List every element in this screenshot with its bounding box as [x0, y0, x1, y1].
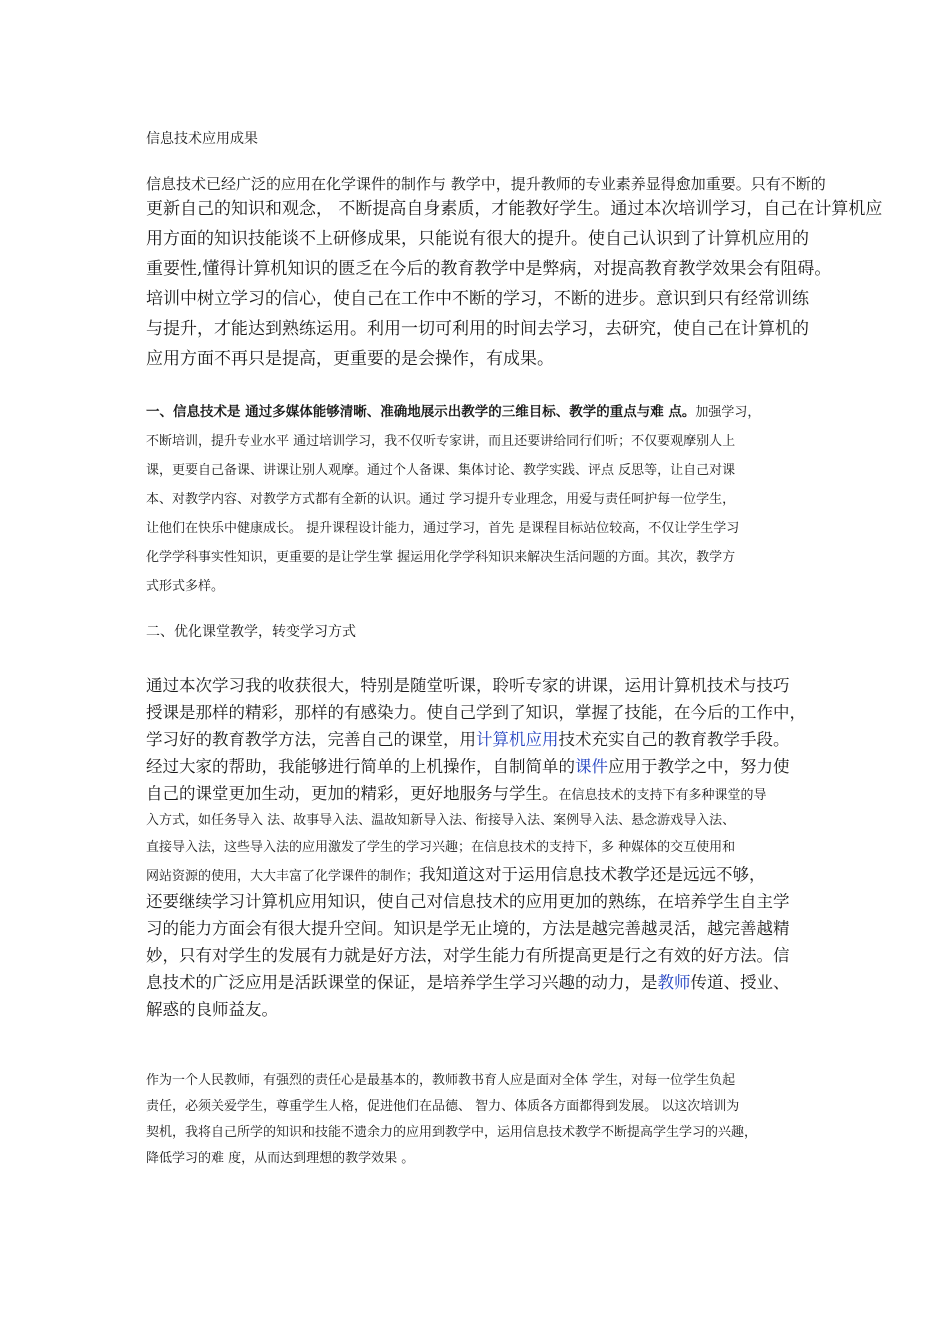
paragraph-line: 契机，我将自己所学的知识和技能不遗余力的应用到教学中，运用信息技术教学不断提高学生学习的兴趣，: [146, 1125, 758, 1140]
paragraph-text: 应用于教学之中，努力使: [608, 757, 790, 776]
paragraph-line: 应用方面不再只是提高，更重要的是会操作，有成果。: [146, 349, 554, 369]
paragraph-text: 技术充实自己的教育教学手段。: [558, 730, 790, 749]
paragraph-line: 授课是那样的精彩，那样的有感染力。使自己学到了知识，掌握了技能，在今后的工作中，: [146, 703, 806, 722]
paragraph-line: 与提升，才能达到熟练运用。利用一切可利用的时间去学习，去研究，使自己在计算机的: [146, 319, 809, 339]
section-two-body: [146, 672, 806, 1023]
paragraph-intro: [146, 174, 882, 374]
paragraph-line: [146, 753, 806, 780]
courseware-link[interactable]: 课件: [575, 757, 608, 776]
paragraph-line: 妙，只有对学生的发展有力就是好方法，对学生能力有所提高更是行之有效的好方法。信: [146, 946, 790, 965]
paragraph-line: 培训中树立学习的信心，使自己在工作中不断的学习，不断的进步。意识到只有经常训练: [146, 289, 809, 309]
paragraph-text: 加强学习，: [695, 405, 761, 420]
paragraph-text: 学习好的教育教学方法，完善自己的课堂，用: [146, 730, 476, 749]
document-title: 信息技术应用成果: [146, 131, 258, 147]
paragraph-line: 不断培训，提升专业水平 通过培训学习，我不仅听专家讲，而且还要讲给同行们听；不仅要观摩别人上: [146, 434, 736, 449]
section-two-heading: 二、优化课堂教学，转变学习方式: [146, 624, 356, 640]
paragraph-line: 用方面的知识技能谈不上研修成果，只能说有很大的提升。使自己认识到了计算机应用的: [146, 229, 809, 249]
paragraph-text: 在信息技术的支持下有多种课堂的导: [558, 788, 767, 803]
paragraph-line: 信息技术已经广泛的应用在化学课件的制作与 教学中，提升教师的专业素养显得愈加重要。只有不断的: [146, 175, 826, 193]
paragraph-line: 式形式多样。: [146, 579, 225, 594]
paragraph-line: [146, 780, 806, 807]
paragraph-line: 直接导入法，这些导入法的应用激发了学生的学习兴趣；在信息技术的支持下，多 种媒体的交互使用和: [146, 840, 736, 855]
paragraph-line: [146, 861, 806, 888]
paragraph-line: 让他们在快乐中健康成长。 提升课程设计能力，通过学习，首先 是课程目标站位较高，不仅让学生学习: [146, 521, 740, 536]
section-one-heading: 一、信息技术是 通过多媒体能够清晰、准确地展示出教学的三维目标、教学的重点与难 点。: [146, 404, 696, 420]
paragraph-line: 习的能力方面会有很大提升空间。知识是学无止境的，方法是越完善越灵活，越完善越精: [146, 919, 790, 938]
paragraph-line: 更新自己的知识和观念， 不断提高自身素质，才能教好学生。通过本次培训学习，自己在计算机应: [146, 199, 883, 219]
paragraph-line: 还要继续学习计算机应用知识，使自己对信息技术的应用更加的熟练，在培养学生自主学: [146, 892, 790, 911]
paragraph-text: 息技术的广泛应用是活跃课堂的保证，是培养学生学习兴趣的动力，是: [146, 973, 658, 992]
paragraph-line: 责任，必须关爱学生，尊重学生人格，促进他们在品德、 智力、体质各方面都得到发展。 以这次培训为: [146, 1099, 740, 1114]
paragraph-line: 作为一个人民教师，有强烈的责任心是最基本的，教师教书育人应是面对全体 学生，对每一位学生负起: [146, 1073, 736, 1088]
teacher-link[interactable]: 教师: [657, 973, 691, 992]
paragraph-line: 课，更要自己备课、讲课让别人观摩。通过个人备课、集体讨论、教学实践、评点 反思等，让自己对课: [146, 463, 736, 478]
paragraph-line: [146, 726, 806, 753]
computer-application-link[interactable]: 计算机应用: [476, 730, 559, 749]
paragraph-closing: [146, 1068, 757, 1172]
paragraph-line: 解惑的良师益友。: [146, 1000, 278, 1019]
paragraph-text: 经过大家的帮助，我能够进行简单的上机操作，自制简单的: [146, 757, 575, 776]
paragraph-text: 网站资源的使用，大大丰富了化学课件的制作；: [146, 869, 420, 884]
paragraph-line: 重要性,懂得计算机知识的匮乏在今后的教育教学中是弊病，对提高教育教学效果会有阻碍。: [146, 259, 832, 279]
paragraph-line: 通过本次学习我的收获很大，特别是随堂听课，聆听专家的讲课，运用计算机技术与技巧: [146, 676, 790, 695]
paragraph-line: 入方式，如任务导入 法、故事导入法、温故知新导入法、衔接导入法、案例导入法、悬念游戏导入法、: [146, 813, 736, 828]
paragraph-line: 本、对教学内容、对教学方式都有全新的认识。通过 学习提升专业理念，用爱与责任呵护每一位学生，: [146, 492, 736, 507]
paragraph-line: 化学学科事实性知识，更重要的是让学生掌 握运用化学学科知识来解决生活问题的方面。其次，教学方: [146, 550, 736, 565]
paragraph-line: 降低学习的难 度，从而达到理想的教学效果 。: [146, 1151, 415, 1166]
section-one: [146, 398, 760, 601]
paragraph-text: 自己的课堂更加生动，更加的精彩，更好地服务与学生。: [146, 784, 559, 803]
paragraph-text: 我知道这对于运用信息技术教学还是远远不够，: [419, 865, 766, 884]
section-one-heading-line: [146, 398, 760, 427]
paragraph-text: 传道、授业、: [690, 973, 790, 992]
paragraph-line: [146, 969, 806, 996]
